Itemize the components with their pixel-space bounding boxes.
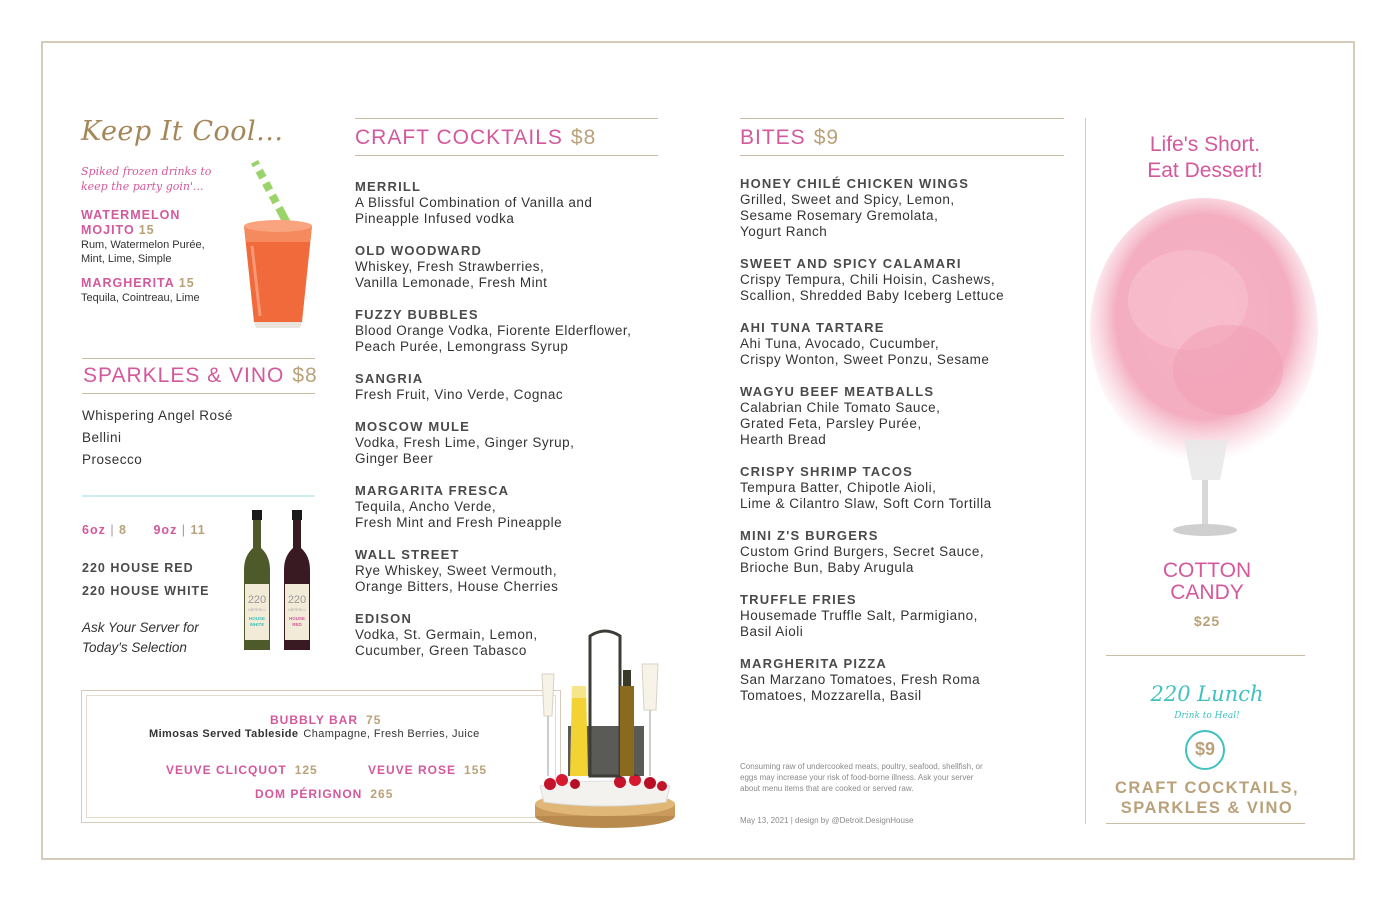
cocktail-item: SANGRIA Fresh Fruit, Vino Verde, Cognac <box>355 371 564 402</box>
divider <box>740 155 1064 156</box>
bites-title: BITES $9 <box>740 126 840 149</box>
divider <box>1085 118 1086 824</box>
keep-cool-title: Keep It Cool... <box>81 116 284 147</box>
sparkles-item: Bellini <box>82 430 122 445</box>
cocktail-item: MERRILL A Blissful Combination of Vanilla and Pineapple Infused vodka <box>355 179 593 226</box>
wine-pricing: 6oz | 8 9oz | 11 <box>82 523 206 537</box>
divider <box>82 393 315 394</box>
divider <box>82 495 315 497</box>
cocktail-item: WALL STREET Rye Whiskey, Sweet Vermouth, Orange Bitters, House Cherries <box>355 547 559 594</box>
lunch-offer: CRAFT COCKTAILS, SPARKLES & VINO <box>1114 779 1300 817</box>
svg-text:220: 220 <box>247 594 267 606</box>
cocktails-title: CRAFT COCKTAILS $8 <box>355 126 597 149</box>
sparkles-title: SPARKLES & VINO $8 <box>83 364 318 387</box>
divider <box>355 118 658 119</box>
frozen-drink-margherita: MARGHERITA 15 Tequila, Cointreau, Lime <box>81 276 200 304</box>
cotton-candy-name: COTTON CANDY <box>1162 559 1252 604</box>
bites-item: WAGYU BEEF MEATBALLS Calabrian Chile Tomato Sauce, Grated Feta, Parsley Purée, Hearth Bread <box>740 384 941 447</box>
cocktail-item: FUZZY BUBBLES Blood Orange Vodka, Fiorente Elderflower, Peach Purée, Lemongrass Syrup <box>355 307 632 354</box>
svg-text:MERRILL: MERRILL <box>248 607 266 612</box>
house-white-bottle-image <box>242 510 272 652</box>
bites-item: TRUFFLE FRIES Housemade Truffle Salt, Parmigiano, Basil Aioli <box>740 592 978 639</box>
bubbly-description: Mimosas Served Tableside Champagne, Fresh Berries, Juice <box>149 728 480 740</box>
bites-item: MARGHERITA PIZZA San Marzano Tomatoes, Fresh Roma Tomatoes, Mozzarella, Basil <box>740 656 981 703</box>
bites-item: AHI TUNA TARTARE Ahi Tuna, Avocado, Cucumber, Crispy Wonton, Sweet Ponzu, Sesame <box>740 320 990 367</box>
house-white: 220 HOUSE WHITE <box>82 584 210 598</box>
lunch-price-badge: $9 <box>1185 730 1225 770</box>
svg-text:WHITE: WHITE <box>249 622 265 627</box>
bubbly-title: BUBBLY BAR 75 <box>270 713 382 727</box>
bites-item: MINI Z'S BURGERS Custom Grind Burgers, Secret Sauce, Brioche Bun, Baby Arugula <box>740 528 985 575</box>
cotton-candy-price: $25 <box>1193 613 1221 629</box>
sparkles-item: Prosecco <box>82 452 143 467</box>
cocktail-item: EDISON Vodka, St. Germain, Lemon, Cucumber, Green Tabasco <box>355 611 538 658</box>
food-safety-disclaimer: Consuming raw of undercooked meats, poultry, seafood, shellfish, or eggs may increase your risk of food-borne illness. Ask your server about menu items that are cooked or served raw. <box>740 762 983 793</box>
cocktail-item: MARGARITA FRESCA Tequila, Ancho Verde, Fresh Mint and Fresh Pineapple <box>355 483 563 530</box>
lunch-subtitle: Drink to Heal! <box>1174 711 1240 721</box>
mimosa-caddy-image <box>520 626 690 836</box>
dom-perignon: DOM PÉRIGNON 265 <box>255 787 394 801</box>
frozen-drink-glass-image <box>238 156 318 332</box>
frozen-drink-watermelon: WATERMELON MOJITO 15 Rum, Watermelon Purée, Mint, Lime, Simple <box>81 208 205 265</box>
veuve-rose: VEUVE ROSE 155 <box>368 763 488 777</box>
svg-text:220: 220 <box>287 594 307 606</box>
bubbly-bar-box <box>81 690 561 823</box>
footer-credit: May 13, 2021 | design by @Detroit.DesignHouse <box>740 816 914 825</box>
divider <box>355 155 658 156</box>
sparkles-item: Whispering Angel Rosé <box>82 408 233 423</box>
house-red: 220 HOUSE RED <box>82 561 194 575</box>
bites-item: CRISPY SHRIMP TACOS Tempura Batter, Chipotle Aioli, Lime & Cilantro Slaw, Soft Corn Tortilla <box>740 464 992 511</box>
svg-text:MERRILL: MERRILL <box>288 607 306 612</box>
bites-item: HONEY CHILÉ CHICKEN WINGS Grilled, Sweet and Spicy, Lemon, Sesame Rosemary Gremolata, Yogurt Ranch <box>740 176 970 239</box>
svg-text:HOUSE: HOUSE <box>288 616 306 621</box>
divider <box>1106 823 1305 824</box>
ask-server-note: Ask Your Server for Today's Selection <box>82 620 199 655</box>
divider <box>82 358 315 359</box>
lunch-title: 220 Lunch <box>1150 682 1264 706</box>
divider <box>740 118 1064 119</box>
cotton-candy-image <box>1088 190 1320 544</box>
sparkles-list <box>82 405 233 471</box>
cocktail-item: OLD WOODWARD Whiskey, Fresh Strawberries, Vanilla Lemonade, Fresh Mint <box>355 243 548 290</box>
house-red-bottle-image <box>282 510 312 652</box>
dessert-heading: Life's Short. Eat Dessert! <box>1147 133 1263 182</box>
svg-text:HOUSE: HOUSE <box>248 616 266 621</box>
bites-item: SWEET AND SPICY CALAMARI Crispy Tempura, Chili Hoisin, Cashews, Scallion, Shredded Baby Iceberg Lettuce <box>740 256 1005 303</box>
veuve-clicquot: VEUVE CLICQUOT 125 <box>166 763 318 777</box>
svg-text:RED: RED <box>292 622 302 627</box>
keep-cool-subtitle: Spiked frozen drinks to keep the party goin'... <box>81 165 212 193</box>
cocktail-item: MOSCOW MULE Vodka, Fresh Lime, Ginger Syrup, Ginger Beer <box>355 419 575 466</box>
divider <box>1106 655 1305 656</box>
